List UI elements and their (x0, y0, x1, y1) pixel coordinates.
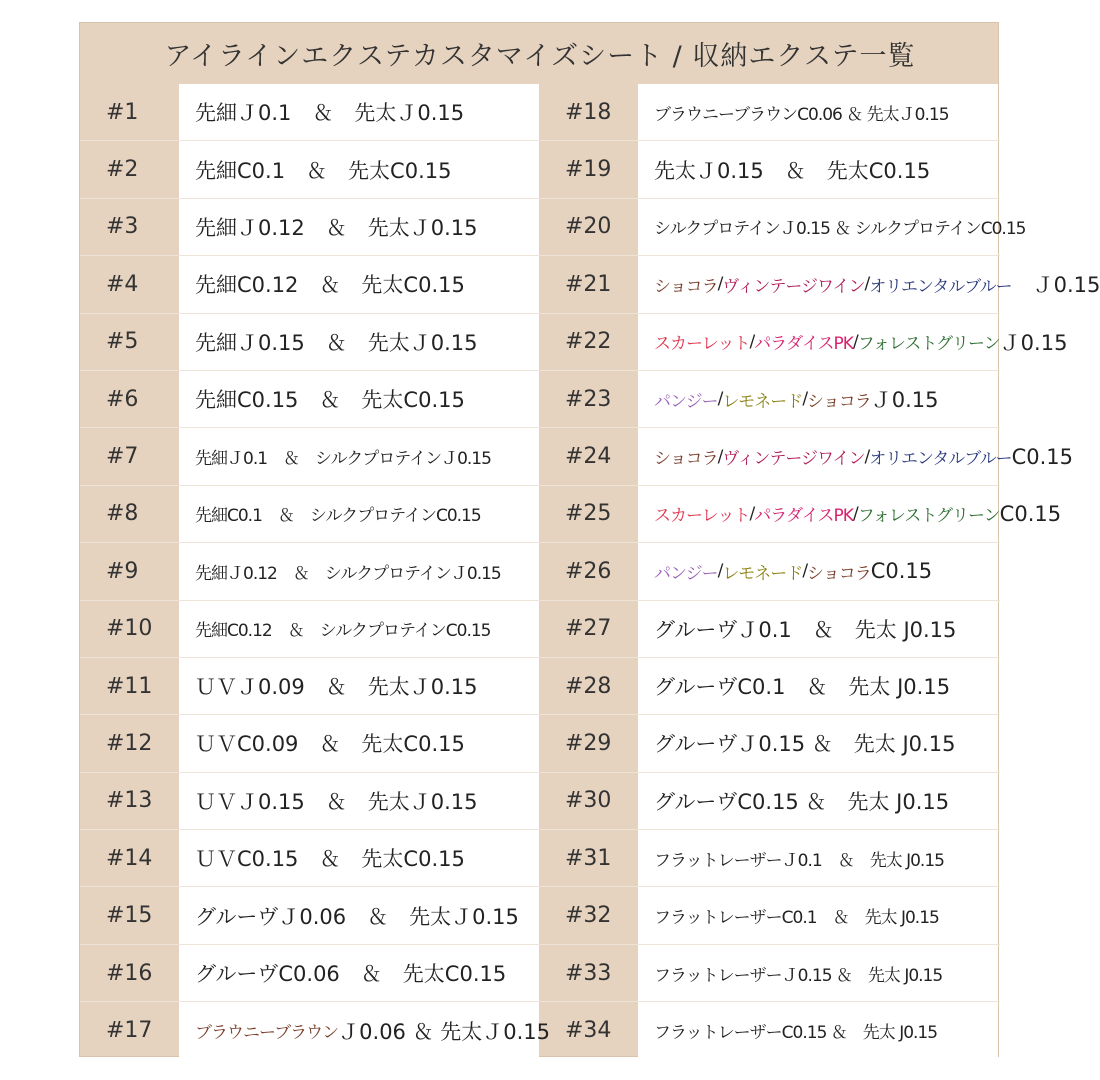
color-name: レモネード (722, 563, 803, 584)
item-number: #34 (565, 1018, 612, 1044)
item-number: #26 (565, 558, 612, 584)
color-name: ブラウニーブラウン (195, 1023, 339, 1044)
item-number: #10 (106, 616, 153, 642)
item-description-text: 先細C0.1 ＆ シルクプロテインC0.15 (195, 506, 481, 527)
item-description (179, 543, 539, 599)
item-description (638, 543, 998, 599)
curl-spec: Ｊ0.15 (999, 330, 1068, 355)
color-name: フォレストグリーン (857, 506, 1000, 527)
item-description (638, 830, 998, 886)
separator: / (864, 274, 870, 295)
item-number: #3 (106, 214, 139, 240)
extension-sheet (79, 22, 1100, 1057)
item-description-text: フラットレーザーＪ0.15 ＆ 先太 J0.15 (654, 965, 943, 986)
item-description (638, 486, 1062, 542)
item-description: ＵＶＪ0.15 ＆ 先太Ｊ0.15 (179, 773, 539, 829)
table-row (80, 314, 1068, 371)
item-description (638, 84, 998, 140)
item-number: #21 (565, 271, 612, 297)
item-description: 先細C0.12 ＆ 先太C0.15 (179, 256, 539, 312)
color-name: オリエンタルブルー (869, 449, 1012, 470)
item-number: #30 (565, 788, 612, 814)
table-row (80, 84, 1000, 141)
item-description (179, 601, 539, 657)
separator: / (717, 389, 723, 410)
table-row (80, 887, 1000, 944)
separator: / (802, 389, 808, 410)
separator: / (717, 446, 723, 467)
item-number: #31 (565, 845, 612, 871)
item-description: グルーヴC0.06 ＆ 先太C0.15 (179, 945, 539, 1001)
item-description: ＵＶＪ0.09 ＆ 先太Ｊ0.15 (179, 658, 539, 714)
color-name: パラダイスPK (754, 506, 853, 527)
item-number: #9 (106, 558, 139, 584)
item-number: #1 (106, 99, 139, 125)
separator: / (852, 503, 858, 524)
item-number: #12 (106, 730, 153, 756)
color-name: レモネード (722, 391, 803, 412)
item-description (638, 1002, 998, 1059)
table-row (80, 715, 1000, 772)
item-number: #19 (565, 157, 612, 183)
table-row (80, 1002, 1000, 1059)
item-number: #17 (106, 1018, 153, 1044)
item-description-text: 先細Ｊ0.1 ＆ シルクプロテインＪ0.15 (195, 449, 491, 470)
item-description (638, 945, 998, 1001)
item-description (638, 199, 1026, 255)
separator: / (852, 331, 858, 352)
table-row (80, 199, 1026, 256)
color-name: ショコラ (654, 449, 718, 470)
item-description: 先細C0.1 ＆ 先太C0.15 (179, 141, 539, 197)
item-number: #2 (106, 157, 139, 183)
table-row (80, 256, 1100, 313)
item-number: #28 (565, 673, 612, 699)
item-description: グルーヴC0.1 ＆ 先太 J0.15 (638, 658, 998, 714)
color-name: ショコラ (807, 563, 871, 584)
curl-spec: C0.15 (999, 501, 1062, 526)
table-row (80, 773, 1000, 830)
table-row (80, 371, 1000, 428)
color-name: パラダイスPK (754, 334, 853, 355)
item-description-text: 先細C0.12 ＆ シルクプロテインC0.15 (195, 621, 491, 642)
separator: / (864, 446, 870, 467)
item-description-text: ブラウニーブラウンC0.06 ＆ 先太Ｊ0.15 (654, 104, 949, 125)
table-row (80, 945, 1000, 1002)
item-description (638, 371, 998, 427)
item-number: #27 (565, 616, 612, 642)
item-number: #4 (106, 271, 139, 297)
item-description-text: 先細Ｊ0.12 ＆ シルクプロテインＪ0.15 (195, 563, 501, 584)
item-description (638, 428, 1074, 484)
item-description (638, 887, 998, 943)
curl-spec: Ｊ0.15 (1011, 273, 1100, 298)
item-number: #18 (565, 99, 612, 125)
table-row (80, 428, 1074, 485)
table-row (80, 543, 1000, 600)
item-number: #11 (106, 673, 153, 699)
item-number: #33 (565, 960, 612, 986)
sheet-title: アイラインエクステカスタマイズシート / 収納エクステ一覧 (164, 40, 916, 72)
separator: / (749, 331, 755, 352)
item-number: #24 (565, 444, 612, 470)
item-number: #22 (565, 329, 612, 355)
item-number: #7 (106, 444, 139, 470)
color-name: スカーレット (654, 334, 750, 355)
item-number: #6 (106, 386, 139, 412)
table-row (80, 601, 1000, 658)
curl-spec: Ｊ0.06 ＆ 先太Ｊ0.15 (338, 1019, 551, 1044)
item-number: #32 (565, 903, 612, 929)
item-description-text: フラットレーザーC0.1 ＆ 先太 J0.15 (654, 908, 939, 929)
item-description: グルーヴＪ0.06 ＆ 先太Ｊ0.15 (179, 887, 539, 943)
color-name: パンジー (654, 391, 718, 412)
color-name: ヴィンテージワイン (722, 276, 865, 297)
separator: / (717, 274, 723, 295)
color-name: ショコラ (654, 276, 718, 297)
item-description: ＵＶC0.09 ＆ 先太C0.15 (179, 715, 539, 771)
table-row (80, 830, 1000, 887)
item-description: グルーヴＪ0.15 ＆ 先太 J0.15 (638, 715, 998, 771)
item-description: 先細Ｊ0.15 ＆ 先太Ｊ0.15 (179, 314, 539, 370)
item-description (638, 256, 1100, 312)
curl-spec: Ｊ0.15 (870, 388, 939, 413)
item-description: グルーヴC0.15 ＆ 先太 J0.15 (638, 773, 998, 829)
item-description: 先細C0.15 ＆ 先太C0.15 (179, 371, 539, 427)
item-number: #8 (106, 501, 139, 527)
table-row (80, 486, 1062, 543)
item-description: 先太Ｊ0.15 ＆ 先太C0.15 (638, 141, 998, 197)
separator: / (749, 503, 755, 524)
item-description (179, 1002, 551, 1059)
item-description (638, 314, 1068, 370)
item-description: グルーヴＪ0.1 ＆ 先太 J0.15 (638, 601, 998, 657)
curl-spec: C0.15 (1011, 444, 1074, 469)
item-number: #23 (565, 386, 612, 412)
color-name: パンジー (654, 563, 718, 584)
item-number: #25 (565, 501, 612, 527)
item-number: #15 (106, 903, 153, 929)
item-description (179, 428, 539, 484)
item-number: #29 (565, 730, 612, 756)
item-number: #20 (565, 214, 612, 240)
item-description: 先細Ｊ0.12 ＆ 先太Ｊ0.15 (179, 199, 539, 255)
curl-spec: C0.15 (870, 559, 933, 584)
item-number: #5 (106, 329, 139, 355)
color-name: ヴィンテージワイン (722, 449, 865, 470)
item-number: #14 (106, 845, 153, 871)
separator: / (717, 561, 723, 582)
separator: / (802, 561, 808, 582)
color-name: オリエンタルブルー (869, 276, 1012, 297)
item-description (179, 486, 539, 542)
color-name: フォレストグリーン (857, 334, 1000, 355)
table-row (80, 658, 1000, 715)
item-number: #16 (106, 960, 153, 986)
color-name: スカーレット (654, 506, 750, 527)
item-description: ＵＶC0.15 ＆ 先太C0.15 (179, 830, 539, 886)
item-description-text: フラットレーザーC0.15 ＆ 先太 J0.15 (654, 1023, 938, 1044)
item-number: #13 (106, 788, 153, 814)
item-description-text: シルクプロテインＪ0.15 ＆ シルクプロテインC0.15 (654, 219, 1026, 240)
item-description: 先細Ｊ0.1 ＆ 先太Ｊ0.15 (179, 84, 539, 140)
table-row (80, 141, 1000, 198)
item-description-text: フラットレーザーＪ0.1 ＆ 先太 J0.15 (654, 850, 944, 871)
extension-table (80, 84, 1100, 1060)
color-name: ショコラ (807, 391, 871, 412)
